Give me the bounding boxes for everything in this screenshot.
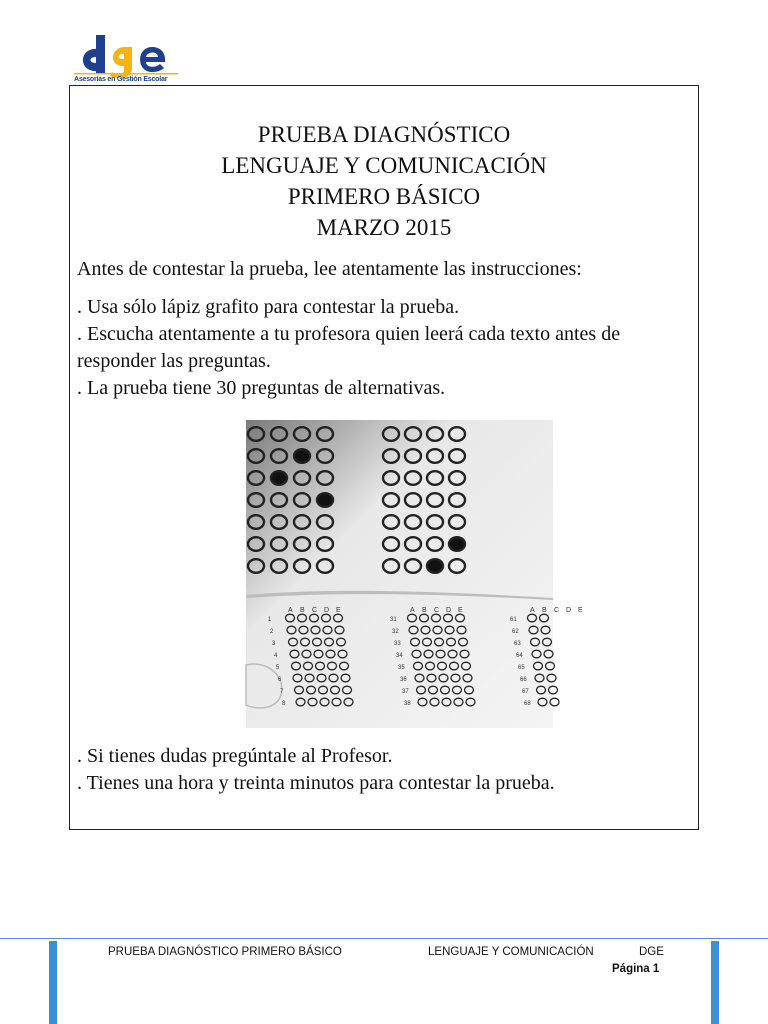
sheet-label: 33 (394, 641, 401, 647)
sheet-label: E (458, 607, 463, 614)
footer-rule (0, 938, 768, 939)
title-line-4: MARZO 2015 (316, 215, 452, 240)
instruction-item: . Usa sólo lápiz grafito para contestar la prueba. (77, 296, 460, 318)
logo-tagline: Asesorías en Gestión Escolar (74, 76, 168, 83)
footer-subject: LENGUAJE Y COMUNICACIÓN (428, 946, 594, 958)
sheet-label: B (422, 607, 427, 614)
sheet-label: 35 (398, 665, 405, 671)
sheet-label: 67 (522, 689, 529, 695)
filled-bubble (317, 493, 333, 507)
sheet-label: E (578, 607, 583, 614)
footer-accent-left (49, 941, 57, 1024)
title-line-1: PRUEBA DIAGNÓSTICO (257, 122, 511, 147)
title-block (70, 119, 698, 243)
sheet-label: 31 (390, 617, 397, 623)
filled-bubble (427, 559, 443, 573)
instructions-intro: Antes de contestar la prueba, lee atentamente las instrucciones: (77, 258, 582, 280)
sheet-label: B (300, 607, 305, 614)
sheet-label: A (530, 607, 535, 614)
dge-logo-icon (74, 33, 178, 77)
filled-bubble (294, 449, 310, 463)
sheet-label: 5 (276, 665, 280, 671)
sheet-label: D (324, 607, 330, 614)
title-line-3: PRIMERO BÁSICO (287, 184, 481, 209)
sheet-label: 68 (524, 701, 531, 707)
footer-page-number: Página 1 (612, 963, 660, 975)
sheet-label: 3 (272, 641, 276, 647)
sheet-label: 6 (278, 677, 282, 683)
sheet-label: 62 (512, 629, 519, 635)
sheet-label: 34 (396, 653, 403, 659)
sheet-label: 61 (510, 617, 517, 623)
instruction-item: . Si tienes dudas pregúntale al Profesor. (77, 745, 393, 767)
sheet-label: 4 (274, 653, 278, 659)
sheet-label: 66 (520, 677, 527, 683)
sheet-label: 1 (268, 617, 272, 623)
sheet-label: 37 (402, 689, 409, 695)
sheet-label: 2 (270, 629, 274, 635)
instruction-item: . La prueba tiene 30 preguntas de alternativas. (77, 377, 446, 399)
sheet-label: 8 (282, 701, 286, 707)
dge-logo (74, 33, 178, 87)
filled-bubble (271, 471, 287, 485)
sheet-label: 63 (514, 641, 521, 647)
sheet-label: D (566, 607, 572, 614)
sheet-label: D (446, 607, 452, 614)
sheet-label: 36 (400, 677, 407, 683)
instructions-list (77, 294, 687, 402)
sheet-label: A (410, 607, 415, 614)
footer-accent-right (711, 941, 719, 1024)
title-line-2: LENGUAJE Y COMUNICACIÓN (221, 153, 547, 178)
sheet-label: C (312, 607, 318, 614)
instruction-item: . Tienes una hora y treinta minutos para contestar la prueba. (77, 772, 555, 794)
answer-sheet-illustration (246, 420, 583, 728)
sheet-label: 7 (280, 689, 284, 695)
sheet-label: B (542, 607, 547, 614)
filled-bubble (449, 537, 465, 551)
sheet-label: 65 (518, 665, 525, 671)
answer-sheet-photo (246, 420, 583, 728)
instructions-list-after (77, 743, 687, 797)
sheet-label: 64 (516, 653, 523, 659)
sheet-label: C (434, 607, 440, 614)
footer-org: DGE (639, 946, 664, 958)
sheet-label: 38 (404, 701, 411, 707)
sheet-label: A (288, 607, 293, 614)
sheet-label: 32 (392, 629, 399, 635)
cover-frame (69, 85, 699, 830)
instruction-item: . Escucha atentamente a tu profesora quien leerá cada texto antes de responder las preguntas. (77, 323, 621, 372)
footer-test-name: PRUEBA DIAGNÓSTICO PRIMERO BÁSICO (108, 946, 342, 958)
sheet-label: C (554, 607, 560, 614)
sheet-label: E (336, 607, 341, 614)
